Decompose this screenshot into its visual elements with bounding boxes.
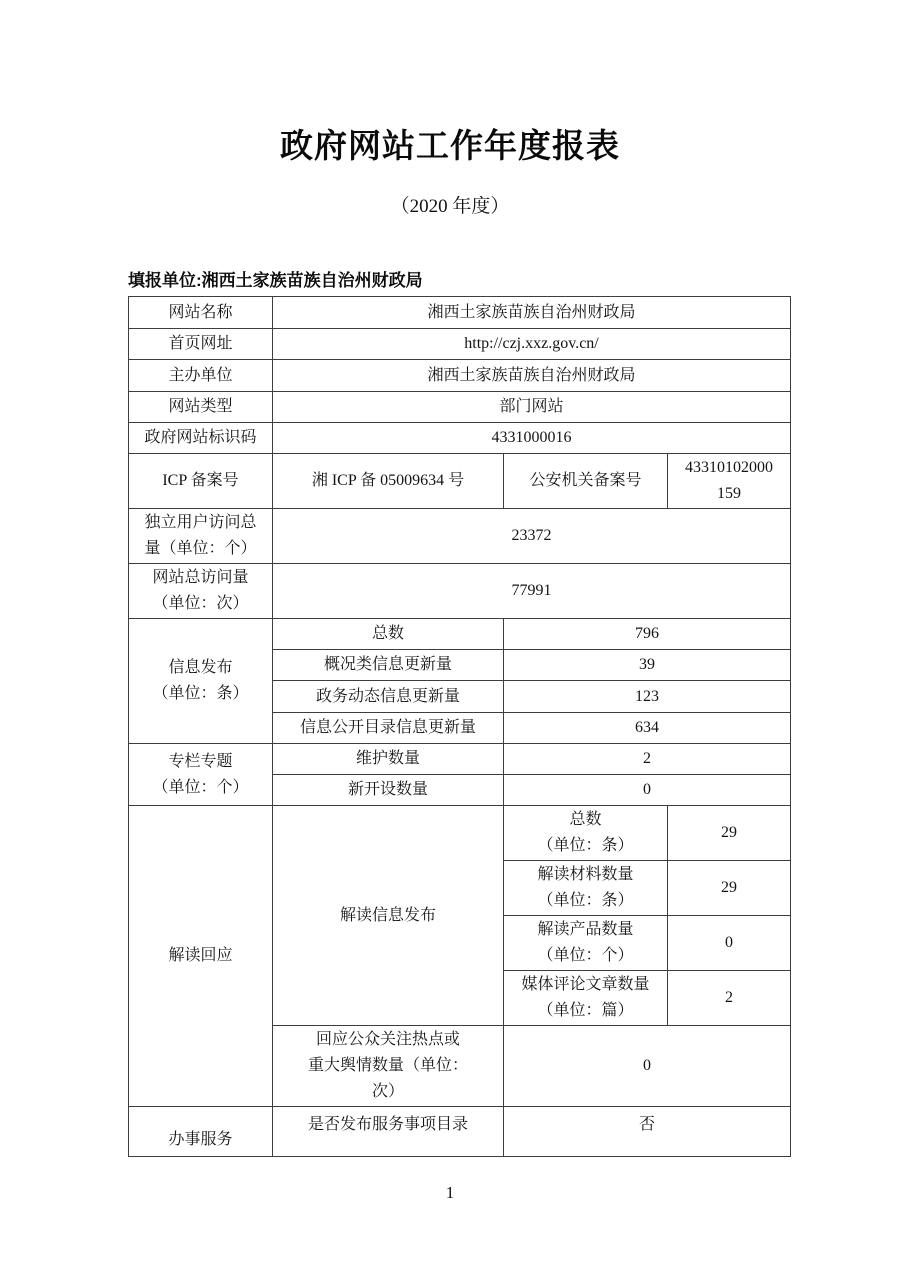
label-line: 总数 bbox=[569, 811, 602, 828]
label-line: 专栏专题 bbox=[168, 752, 233, 770]
label-line: （单位：条） bbox=[152, 685, 249, 702]
interpretation-materials-label bbox=[504, 861, 668, 916]
label-line: 次） bbox=[371, 1083, 404, 1100]
unique-visitors-value: 23372 bbox=[273, 509, 791, 564]
interpretation-total-value: 29 bbox=[668, 806, 791, 861]
row-special-columns-maintained bbox=[129, 744, 791, 775]
info-publish-gov-news-value: 123 bbox=[504, 681, 791, 713]
label-line: 重大舆情数量（单位： bbox=[307, 1057, 468, 1074]
total-visits-value: 77991 bbox=[273, 564, 791, 619]
label-line: 量（单位：个） bbox=[144, 540, 257, 557]
label-line: 媒体评论文章数量 bbox=[521, 976, 650, 993]
interpretation-media-value: 2 bbox=[668, 971, 791, 1026]
document-title: 政府网站工作年度报表 bbox=[280, 127, 620, 164]
special-columns-maintained-label: 维护数量 bbox=[273, 744, 504, 775]
label-line: 信息发布 bbox=[168, 659, 233, 676]
row-services-catalog bbox=[129, 1107, 791, 1157]
label-line: （单位：条） bbox=[537, 892, 634, 909]
label-line: （单位：条） bbox=[537, 837, 634, 854]
police-record-label: 公安机关备案号 bbox=[504, 454, 668, 509]
interpretation-materials-value: 29 bbox=[668, 861, 791, 916]
services-catalog-value: 否 bbox=[504, 1107, 791, 1157]
hot-response-label bbox=[273, 1026, 504, 1107]
interpretation-publish-label: 解读信息发布 bbox=[273, 806, 504, 1026]
info-publish-total-value: 796 bbox=[504, 619, 791, 650]
page-number: 1 bbox=[445, 1183, 455, 1202]
site-type-label: 网站类型 bbox=[129, 392, 273, 423]
interpretation-label: 解读回应 bbox=[129, 806, 273, 1107]
info-publish-total-label: 总数 bbox=[273, 619, 504, 650]
label-line: 独立用户访问总 bbox=[144, 514, 257, 531]
row-total-visits bbox=[129, 564, 791, 619]
row-unique-visitors bbox=[129, 509, 791, 564]
report-unit-line: 填报单位:湘西土家族苗族自治州财政局 bbox=[128, 271, 423, 290]
organizer-label: 主办单位 bbox=[129, 360, 273, 392]
special-columns-label bbox=[129, 744, 273, 806]
label-line: 解读产品数量 bbox=[537, 921, 634, 938]
police-record-value-line: 159 bbox=[717, 485, 741, 502]
row-home-url bbox=[129, 329, 791, 360]
special-columns-maintained-value: 2 bbox=[504, 744, 791, 775]
interpretation-total-label bbox=[504, 806, 668, 861]
label-line: 回应公众关注热点或 bbox=[315, 1031, 460, 1048]
row-icp bbox=[129, 454, 791, 509]
info-publish-label bbox=[129, 619, 273, 744]
site-id-label: 政府网站标识码 bbox=[129, 423, 273, 454]
special-columns-new-label: 新开设数量 bbox=[273, 775, 504, 806]
police-record-value-line: 43310102000 bbox=[685, 459, 773, 476]
info-publish-open-dir-label: 信息公开目录信息更新量 bbox=[273, 713, 504, 744]
label-line: 网站总访问量 bbox=[152, 569, 249, 586]
site-type-value: 部门网站 bbox=[273, 392, 791, 423]
home-url-label: 首页网址 bbox=[129, 329, 273, 360]
special-columns-new-value: 0 bbox=[504, 775, 791, 806]
row-organizer bbox=[129, 360, 791, 392]
label-line: （单位：次） bbox=[152, 595, 249, 612]
row-site-id bbox=[129, 423, 791, 454]
row-site-name bbox=[129, 297, 791, 329]
row-site-type bbox=[129, 392, 791, 423]
row-info-publish-total bbox=[129, 619, 791, 650]
label-line: （单位：篇） bbox=[537, 1002, 634, 1019]
interpretation-products-value: 0 bbox=[668, 916, 791, 971]
icp-label: ICP 备案号 bbox=[129, 454, 273, 509]
row-interpretation-total bbox=[129, 806, 791, 861]
site-id-value: 4331000016 bbox=[273, 423, 791, 454]
site-name-label: 网站名称 bbox=[129, 297, 273, 329]
home-url-value: http://czj.xxz.gov.cn/ bbox=[273, 329, 791, 360]
total-visits-label bbox=[129, 564, 273, 619]
services-label: 办事服务 bbox=[129, 1107, 273, 1157]
info-publish-open-dir-value: 634 bbox=[504, 713, 791, 744]
services-catalog-label: 是否发布服务事项目录 bbox=[273, 1107, 504, 1157]
hot-response-value: 0 bbox=[504, 1026, 791, 1107]
site-name-value: 湘西土家族苗族自治州财政局 bbox=[273, 297, 791, 329]
unique-visitors-label bbox=[129, 509, 273, 564]
label-line: 解读材料数量 bbox=[537, 866, 634, 883]
annual-report-table bbox=[128, 296, 791, 1157]
interpretation-media-label bbox=[504, 971, 668, 1026]
label-line: （单位：个） bbox=[537, 947, 634, 964]
interpretation-products-label bbox=[504, 916, 668, 971]
organizer-value: 湘西土家族苗族自治州财政局 bbox=[273, 360, 791, 392]
info-publish-overview-value: 39 bbox=[504, 650, 791, 681]
info-publish-gov-news-label: 政务动态信息更新量 bbox=[273, 681, 504, 713]
icp-value: 湘 ICP 备 05009634 号 bbox=[273, 454, 504, 509]
document-subtitle: （2020 年度） bbox=[390, 196, 510, 217]
police-record-value bbox=[668, 454, 791, 509]
label-line: （单位：个） bbox=[152, 778, 249, 796]
info-publish-overview-label: 概况类信息更新量 bbox=[273, 650, 504, 681]
